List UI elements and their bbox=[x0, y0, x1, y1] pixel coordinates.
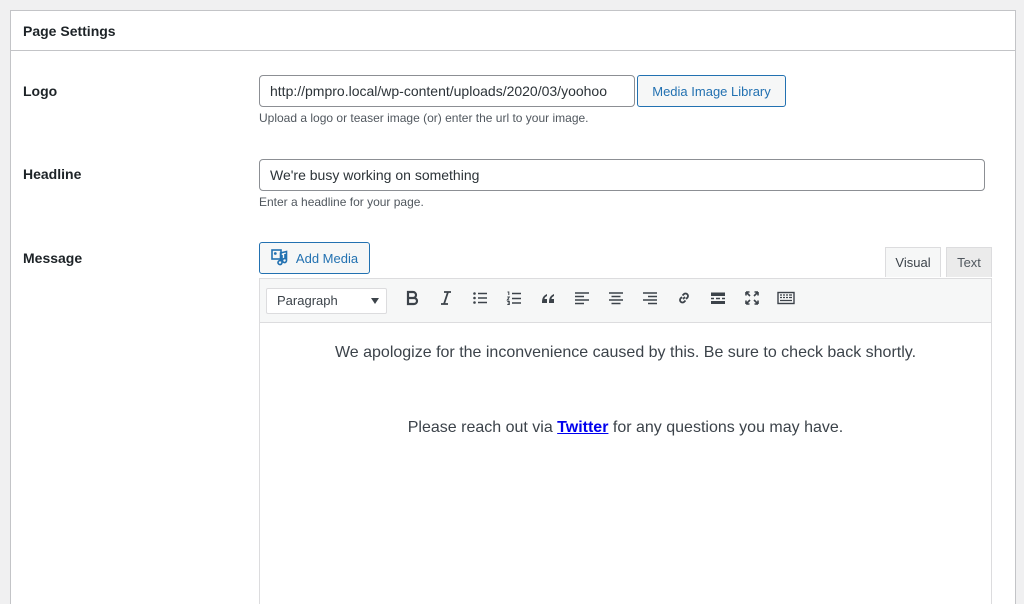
panel-title: Page Settings bbox=[23, 22, 116, 39]
bulleted-list-button[interactable] bbox=[463, 286, 497, 316]
link-icon bbox=[676, 290, 692, 311]
align-center-button[interactable] bbox=[599, 286, 633, 316]
align-left-icon bbox=[574, 290, 590, 311]
headline-input[interactable] bbox=[259, 159, 985, 191]
bold-icon bbox=[404, 290, 420, 311]
panel-header bbox=[11, 11, 1015, 51]
toolbar-toggle-button[interactable] bbox=[769, 286, 803, 316]
message-label: Message bbox=[23, 250, 83, 266]
editor-toolbar bbox=[260, 279, 991, 323]
headline-label: Headline bbox=[23, 166, 82, 182]
message-line-2-suffix: for any questions you may have. bbox=[608, 419, 844, 436]
message-line-2 bbox=[280, 416, 971, 440]
add-media-button[interactable] bbox=[259, 242, 370, 274]
align-right-icon bbox=[642, 290, 658, 311]
page-settings-panel bbox=[10, 10, 1016, 604]
insert-link-button[interactable] bbox=[667, 286, 701, 316]
blockquote-icon bbox=[540, 290, 556, 311]
numbered-list-button[interactable] bbox=[497, 286, 531, 316]
media-image-library-button[interactable]: Media Image Library bbox=[637, 75, 786, 107]
headline-description: Enter a headline for your page. bbox=[259, 195, 424, 209]
fullscreen-button[interactable] bbox=[735, 286, 769, 316]
read-more-button[interactable] bbox=[701, 286, 735, 316]
chevron-down-icon bbox=[370, 293, 380, 308]
logo-description: Upload a logo or teaser image (or) enter the url to your image. bbox=[259, 111, 589, 125]
italic-icon bbox=[438, 290, 454, 311]
format-select-value: Paragraph bbox=[277, 293, 338, 308]
add-media-icon bbox=[271, 248, 289, 269]
message-line-2-prefix: Please reach out via bbox=[407, 419, 558, 436]
italic-button[interactable] bbox=[429, 286, 463, 316]
tab-visual[interactable]: Visual bbox=[885, 247, 941, 277]
fullscreen-icon bbox=[744, 290, 760, 311]
add-media-label: Add Media bbox=[295, 250, 359, 266]
message-line-1: We apologize for the inconvenience caused by this. Be sure to check back shortly. bbox=[334, 344, 917, 361]
align-center-icon bbox=[608, 290, 624, 311]
bold-button[interactable] bbox=[395, 286, 429, 316]
numbered-list-icon bbox=[506, 290, 522, 311]
editor-content[interactable] bbox=[260, 323, 991, 509]
bulleted-list-icon bbox=[472, 290, 488, 311]
blockquote-button[interactable] bbox=[531, 286, 565, 316]
logo-label: Logo bbox=[23, 83, 58, 99]
toolbar-toggle-icon bbox=[776, 290, 796, 311]
twitter-link[interactable]: Twitter bbox=[557, 419, 609, 436]
format-select[interactable] bbox=[266, 288, 387, 314]
align-left-button[interactable] bbox=[565, 286, 599, 316]
logo-url-input[interactable] bbox=[259, 75, 635, 107]
read-more-icon bbox=[710, 290, 726, 311]
message-editor bbox=[259, 278, 992, 604]
align-right-button[interactable] bbox=[633, 286, 667, 316]
tab-text[interactable]: Text bbox=[946, 247, 992, 277]
